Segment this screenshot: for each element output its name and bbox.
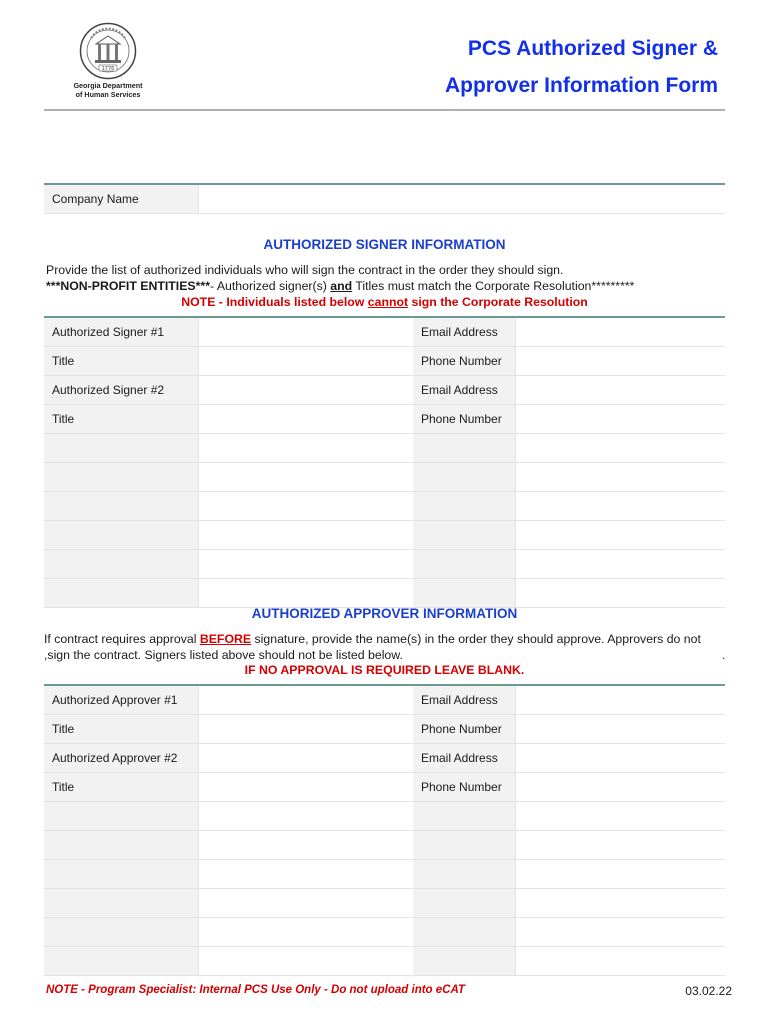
- empty-label-cell: [413, 492, 515, 520]
- nonprofit-prefix: ***NON-PROFIT ENTITIES***: [46, 279, 210, 293]
- approver1-label: Authorized Approver #1: [44, 686, 198, 714]
- approver-section-heading: AUTHORIZED APPROVER INFORMATION: [251, 606, 518, 621]
- approver2-email-field[interactable]: [515, 744, 725, 772]
- empty-label-cell: [413, 463, 515, 491]
- approver-intro-line2-end: .: [722, 648, 726, 662]
- signer1-title-field[interactable]: [198, 347, 413, 375]
- nonprofit-mid: - Authorized signer(s): [209, 279, 331, 293]
- table-row: [44, 376, 725, 405]
- empty-field-cell[interactable]: [198, 492, 413, 520]
- approver2-title-label: Title: [44, 773, 198, 801]
- table-row: [44, 521, 725, 550]
- empty-label-cell: [44, 463, 198, 491]
- company-name-field[interactable]: [198, 185, 725, 213]
- signer-note-cannot: cannot: [367, 295, 409, 309]
- table-row: [44, 492, 725, 521]
- empty-label-cell: [44, 947, 198, 975]
- form-title-line2: Approver Information Form: [444, 74, 718, 97]
- signer1-name-field[interactable]: [198, 318, 413, 346]
- empty-label-cell: [44, 579, 198, 607]
- svg-text:1776: 1776: [101, 66, 115, 72]
- nonprofit-and: and: [330, 279, 353, 293]
- approver-note: IF NO APPROVAL IS REQUIRED LEAVE BLANK.: [244, 663, 525, 677]
- table-row: [44, 347, 725, 376]
- approver2-email-label: Email Address: [413, 744, 515, 772]
- table-row: [44, 686, 725, 715]
- empty-label-cell: [44, 521, 198, 549]
- table-row: [44, 831, 725, 860]
- table-row: [44, 463, 725, 492]
- nonprofit-suffix: Titles must match the Corporate Resolution*********: [352, 279, 635, 293]
- empty-field-cell[interactable]: [515, 918, 725, 946]
- approver1-title-label: Title: [44, 715, 198, 743]
- empty-field-cell[interactable]: [515, 947, 725, 975]
- empty-field-cell[interactable]: [515, 521, 725, 549]
- empty-label-cell: [413, 918, 515, 946]
- approver2-phone-field[interactable]: [515, 773, 725, 801]
- empty-label-cell: [413, 579, 515, 607]
- signer2-phone-label: Phone Number: [413, 405, 515, 433]
- empty-field-cell[interactable]: [198, 918, 413, 946]
- table-row: [44, 434, 725, 463]
- empty-field-cell[interactable]: [198, 947, 413, 975]
- approver1-title-field[interactable]: [198, 715, 413, 743]
- form-title: [445, 30, 718, 104]
- approver1-name-field[interactable]: [198, 686, 413, 714]
- empty-field-cell[interactable]: [515, 831, 725, 859]
- approver-table: [44, 684, 725, 976]
- approver-intro-line2: ,sign the contract. Signers listed above should not be listed below.: [44, 648, 403, 662]
- footer-internal-note: NOTE - Program Specialist: Internal PCS Use Only - Do not upload into eCAT: [46, 984, 465, 996]
- signer-note: [44, 295, 725, 309]
- approver2-title-field[interactable]: [198, 773, 413, 801]
- empty-label-cell: [413, 550, 515, 578]
- signer1-email-field[interactable]: [515, 318, 725, 346]
- empty-label-cell: [44, 889, 198, 917]
- empty-label-cell: [413, 831, 515, 859]
- empty-label-cell: [44, 802, 198, 830]
- company-table: [44, 183, 725, 214]
- empty-field-cell[interactable]: [515, 889, 725, 917]
- empty-label-cell: [413, 889, 515, 917]
- empty-field-cell[interactable]: [198, 550, 413, 578]
- approver2-label: Authorized Approver #2: [44, 744, 198, 772]
- signer-intro: Provide the list of authorized individuals who will sign the contract in the order they should sign.: [46, 263, 564, 277]
- approver-intro-line1: [44, 631, 701, 647]
- empty-field-cell[interactable]: [515, 860, 725, 888]
- table-row: [44, 715, 725, 744]
- signer1-label: Authorized Signer #1: [44, 318, 198, 346]
- table-row: [44, 550, 725, 579]
- signer-nonprofit-rule: [46, 278, 634, 294]
- logo-org-name: [62, 81, 154, 99]
- empty-label-cell: [44, 918, 198, 946]
- signer1-title-label: Title: [44, 347, 198, 375]
- approver2-phone-label: Phone Number: [413, 773, 515, 801]
- company-row: [44, 185, 725, 214]
- empty-field-cell[interactable]: [198, 463, 413, 491]
- table-row: [44, 860, 725, 889]
- empty-field-cell[interactable]: [198, 802, 413, 830]
- footer-revision-date: 03.02.22: [685, 984, 732, 998]
- empty-label-cell: [44, 492, 198, 520]
- signer-table: [44, 316, 725, 608]
- empty-field-cell[interactable]: [198, 831, 413, 859]
- empty-field-cell[interactable]: [198, 579, 413, 607]
- signer2-email-label: Email Address: [413, 376, 515, 404]
- empty-field-cell[interactable]: [198, 860, 413, 888]
- georgia-seal-icon: [79, 22, 137, 80]
- table-row: [44, 918, 725, 947]
- signer-section-heading: AUTHORIZED SIGNER INFORMATION: [263, 237, 506, 252]
- form-title-line1: PCS Authorized Signer &: [467, 37, 718, 60]
- signer-note-suffix: sign the Corporate Resolution: [408, 295, 588, 309]
- empty-label-cell: [413, 860, 515, 888]
- empty-field-cell[interactable]: [515, 463, 725, 491]
- empty-label-cell: [413, 521, 515, 549]
- empty-field-cell[interactable]: [198, 521, 413, 549]
- table-row: [44, 744, 725, 773]
- table-row: [44, 579, 725, 608]
- table-row: [44, 947, 725, 976]
- empty-field-cell[interactable]: [515, 434, 725, 462]
- empty-field-cell[interactable]: [515, 492, 725, 520]
- empty-field-cell[interactable]: [198, 434, 413, 462]
- empty-label-cell: [413, 802, 515, 830]
- signer1-email-label: Email Address: [413, 318, 515, 346]
- approver-intro-before: BEFORE: [199, 632, 252, 646]
- empty-label-cell: [413, 434, 515, 462]
- empty-label-cell: [413, 947, 515, 975]
- empty-field-cell[interactable]: [515, 579, 725, 607]
- approver-intro-prefix: If contract requires approval: [44, 632, 200, 646]
- logo-org-line1: Georgia Department: [73, 81, 143, 90]
- logo-org-line2: of Human Services: [75, 90, 141, 99]
- approver1-phone-field[interactable]: [515, 715, 725, 743]
- header-divider: [44, 109, 725, 111]
- signer-note-prefix: NOTE - Individuals listed below: [181, 295, 368, 309]
- empty-field-cell[interactable]: [515, 802, 725, 830]
- dhs-logo: [62, 22, 154, 99]
- approver-intro-suffix: signature, provide the name(s) in the order they should approve. Approvers do not: [251, 632, 701, 646]
- signer2-email-field[interactable]: [515, 376, 725, 404]
- signer2-phone-field[interactable]: [515, 405, 725, 433]
- approver1-email-label: Email Address: [413, 686, 515, 714]
- signer2-title-label: Title: [44, 405, 198, 433]
- empty-label-cell: [44, 831, 198, 859]
- empty-label-cell: [44, 860, 198, 888]
- signer2-name-field[interactable]: [198, 376, 413, 404]
- company-name-label: Company Name: [44, 185, 198, 213]
- empty-label-cell: [44, 434, 198, 462]
- table-row: [44, 318, 725, 347]
- table-row: [44, 773, 725, 802]
- empty-label-cell: [44, 550, 198, 578]
- table-row: [44, 802, 725, 831]
- empty-field-cell[interactable]: [515, 550, 725, 578]
- signer2-label: Authorized Signer #2: [44, 376, 198, 404]
- signer2-title-field[interactable]: [198, 405, 413, 433]
- empty-field-cell[interactable]: [198, 889, 413, 917]
- table-row: [44, 405, 725, 434]
- table-row: [44, 889, 725, 918]
- approver1-email-field[interactable]: [515, 686, 725, 714]
- approver1-phone-label: Phone Number: [413, 715, 515, 743]
- approver2-name-field[interactable]: [198, 744, 413, 772]
- signer1-phone-field[interactable]: [515, 347, 725, 375]
- signer1-phone-label: Phone Number: [413, 347, 515, 375]
